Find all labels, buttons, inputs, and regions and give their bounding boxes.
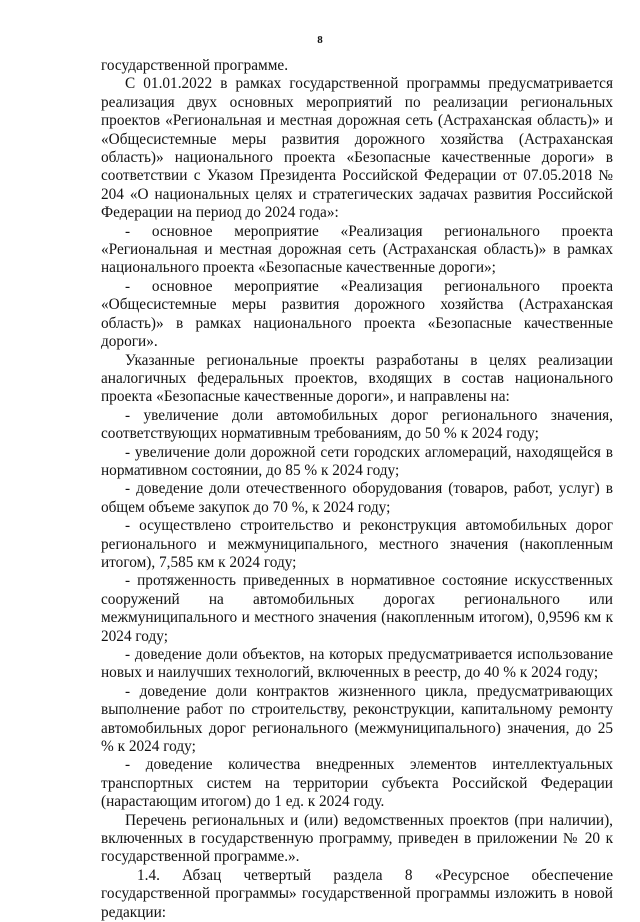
list-item-activity-1: - основное мероприятие «Реализация регионального проекта «Региональная и местная дорожная сеть (Астраханская область)» в рамках национального проекта «Безопасные качественные дороги»;	[101, 222, 613, 277]
list-item-goal-4: - осуществлено строительство и реконструкция автомобильных дорог регионального и межмуниципального, местного значения (накопленным итогом), 7,585 км к 2024 году;	[101, 517, 613, 571]
paragraph-regional-projects: Указанные региональные проекты разработаны в целях реализации аналогичных федеральных проектов, входящих в состав национального проекта «Безопасные качественные дороги», и направлены на:	[101, 351, 613, 406]
page-number: 8	[317, 34, 323, 46]
list-item-goal-6: - доведение доли объектов, на которых предусматривается использование новых и наилучших технологий, включенных в реестр, до 40 % к 2024 году;	[101, 646, 613, 682]
paragraph-projects-list: Перечень региональных и (или) ведомственных проектов (при наличии), включенных в государственную программу, приведен в приложении № 20 к государственной программе.».	[101, 811, 613, 866]
paragraph-main-activities: С 01.01.2022 в рамках государственной программы предусматривается реализация двух основных мероприятий по реализации региональных проектов «Региональная и местная дорожная сеть (Астраханская область)» и «Общесистемные меры развития дорожного хозяйства (Астраханская область)» национального проекта «Безопасные качественные дороги» в соответствии с Указом Президента Российской Федерации от 07.05.2018 № 204 «О национальных целях и стратегических задачах развития Российской Федерации на период до 2024 года»:	[101, 75, 613, 222]
list-item-activity-2: - основное мероприятие «Реализация регионального проекта «Общесистемные меры развития дорожного хозяйства (Астраханская область)» в рамках национального проекта «Безопасные качественные дороги».	[101, 277, 613, 351]
list-item-goal-7: - доведение доли контрактов жизненного цикла, предусматривающих выполнение работ по строительству, реконструкции, капитальному ремонту автомобильных дорог регионального (межмуниципального) значения, до 25 % к 2024 году;	[101, 682, 613, 756]
list-item-goal-8: - доведение количества внедренных элементов интеллектуальных транспортных систем на территории субъекта Российской Федерации (нарастающим итогом) до 1 ед. к 2024 году.	[101, 756, 613, 811]
list-item-goal-3: - доведение доли отечественного оборудования (товаров, работ, услуг) в общем объеме закупок до 70 %, к 2024 году;	[101, 480, 613, 516]
paragraph-section-1-4: 1.4. Абзац четвертый раздела 8 «Ресурсное обеспечение государственной программы» государственной программы изложить в новой редакции:	[101, 866, 613, 921]
list-item-goal-2: - увеличение доли дорожной сети городских агломераций, находящейся в нормативном состоянии, до 85 % к 2024 году;	[101, 443, 613, 479]
list-item-goal-1: - увеличение доли автомобильных дорог регионального значения, соответствующих нормативным требованиям, до 50 % к 2024 году;	[101, 406, 613, 443]
document-body	[101, 57, 613, 922]
list-item-goal-5: - протяженность приведенных в нормативное состояние искусственных сооружений на автомобильных дорогах регионального или межмуниципального и местного значения (накопленным итогом), 0,9596 км к 2024 году;	[101, 572, 613, 645]
paragraph-intro-tail: государственной программе.	[101, 57, 289, 74]
